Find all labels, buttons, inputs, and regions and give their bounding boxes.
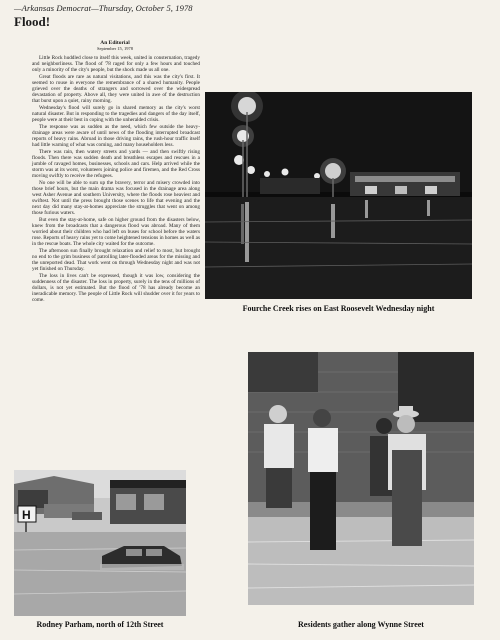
article-paragraph: No one will be able to sum up the bravery, terror and misery crowded into those brief hours, but the main drama was focused in the drainage area along west Asher Avenue and southern University, where the floods rose heaviest and swiftest. Not until the press brought those scenes to life that evening and the next day did many stay-at-homes appreciate the struggles that went on among those furious waters. — [32, 179, 200, 217]
photo-night-flood — [205, 92, 472, 299]
editorial-article — [32, 55, 200, 304]
photo-caption-street: Rodney Parham, north of 12th Street — [36, 620, 164, 629]
article-paragraph: The response was as sudden as the need, which few outside the heavy-drainage areas were aware of until news of the flooding interrupted broadcast reports of heavy rains. Abroad in those driving rains, the rush-hour traffic itself had little warning of what was coming, and many householders less. — [32, 123, 200, 149]
editorial-date: September 15, 1978 — [96, 46, 134, 51]
article-paragraph: Little Rock huddled close to itself this week, united in consternation, tragedy and neighborliness. The flood of '78 raged for only a few hours and touched only a minority of the city's people, but the shock made us all one. — [32, 55, 200, 74]
editorial-label: An Editorial — [100, 40, 130, 46]
photo-caption-residents: Residents gather along Wynne Street — [298, 620, 424, 629]
article-paragraph: But even the stay-at-home, safe on higher ground from the disasters below, knew from the broadcasts that a dangerous flood was abroad. Many of them worried about their children who had left on buses for school before the waters rose. Reports of heavy rains yet to come heightened tensions in homes as well as in the rescue boats. The whole city waited for the outcome. — [32, 217, 200, 248]
photo-caption-night: Fourche Creek rises on East Roosevelt Wednesday night — [242, 304, 435, 313]
article-paragraph: There was rain, then watery streets and yards — and then swiftly rising floods. Then there was sudden death and breathless escapes and rescues in a jumble of ravaged homes, businesses, schools and cars. Help arrived while the storm was at its worst, volunteers joining police and firemen, and the Red Cross moving swiftly to receive the refugees. — [32, 148, 200, 180]
headline: Flood! — [14, 14, 51, 29]
article-paragraph: Great floods are rare as natural visitations, and this was the city's first. It seemed to rouse in everyone the remembrance of a shared humanity. People grieved over the deaths of strangers and sorrowed over the widespread devastation of property. Above all, they were united in awe of the destruction that burst upon a quiet, rainy morning. — [32, 73, 200, 105]
photo-residents — [248, 352, 474, 605]
svg-text:H: H — [22, 508, 31, 522]
page-header: —Arkansas Democrat—Thursday, October 5, 1978 — [14, 3, 193, 13]
article-paragraph: The loss in lives can't be expressed, though it was low, considering the suddenness of the disaster. The loss in property, surely in the tens of millions of dollars, is not yet estimated. But the flood of '78 has already become an ineradicable memory. The people of Little Rock will shudder over it for years to come. — [32, 273, 200, 304]
article-paragraph: Wednesday's flood will surely go in shared memory as the city's worst natural disaster. But in responding to the tragedies and dangers of the day itself, people were at their best in coping with the unheralded crisis. — [32, 104, 200, 124]
article-paragraph: The afternoon sun finally brought relaxation and relief to most, but brought no end to the grim business of patrolling later-flooded areas for the missing and the unreported dead. That work went on through Wednesday night and was not yet finished on Thursday. — [32, 248, 200, 273]
photo-street-flood — [14, 470, 186, 616]
